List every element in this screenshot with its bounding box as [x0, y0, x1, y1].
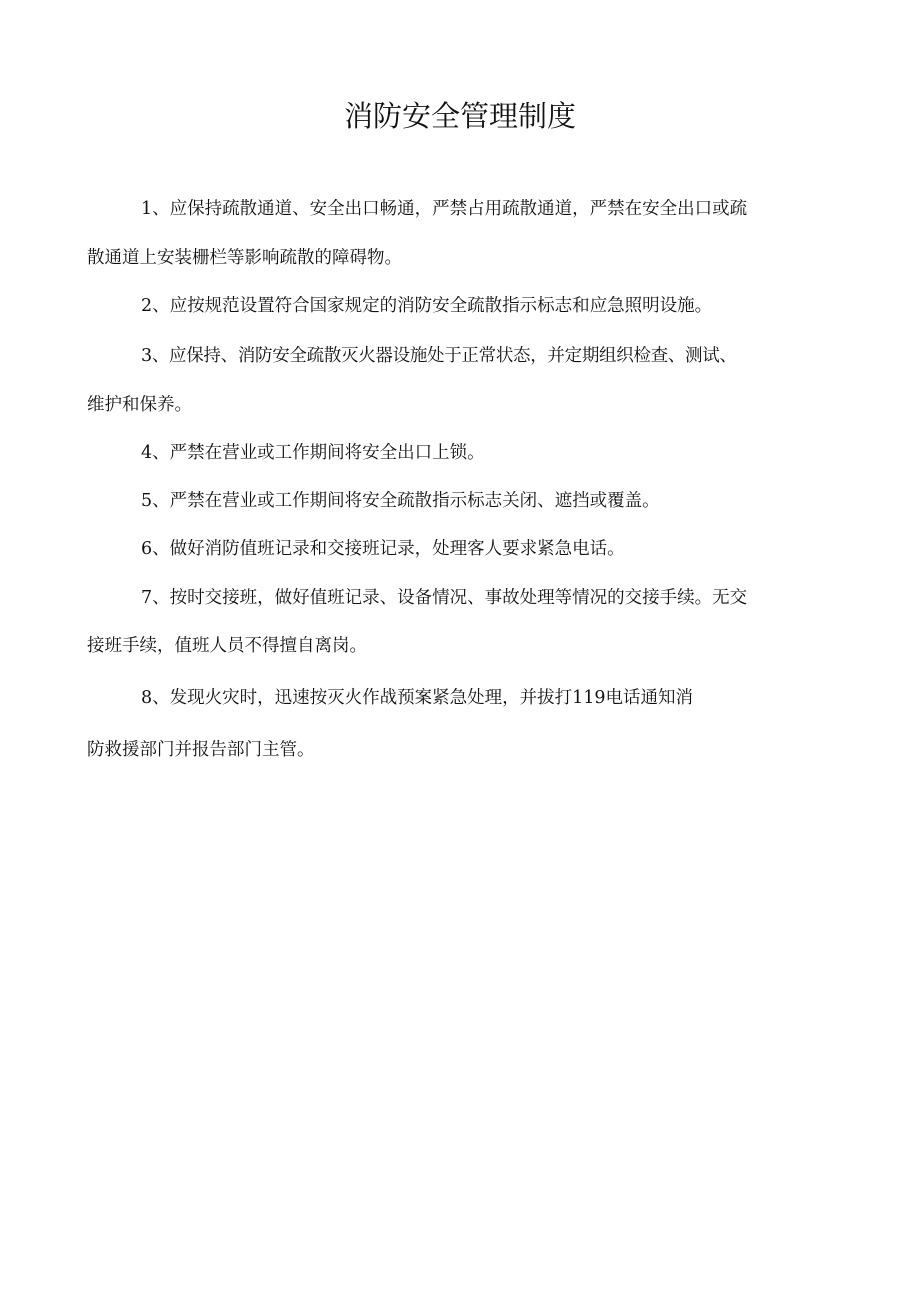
rule-7-line-1: 7、按时交接班，做好值班记录、设备情况、事故处理等情况的交接手续。无交 — [141, 588, 748, 608]
rule-7-line-2: 接班手续，值班人员不得擅自离岗。 — [87, 636, 367, 656]
rule-8-line-1: 8、发现火灾时，迅速按灭火作战预案紧急处理，并拔打119电话通知消 — [141, 688, 694, 708]
rule-1-line-1: 1、应保持疏散通道、安全出口畅通，严禁占用疏散通道，严禁在安全出口或疏 — [141, 199, 748, 219]
rule-6-line-1: 6、做好消防值班记录和交接班记录，处理客人要求紧急电话。 — [141, 539, 625, 559]
rule-3-line-1: 3、应保持、消防安全疏散灭火器设施处于正常状态，并定期组织检查、测试、 — [141, 346, 737, 366]
rule-1-line-2: 散通道上安装栅栏等影响疏散的障碍物。 — [87, 248, 402, 268]
rule-8-line-2: 防救援部门并报告部门主管。 — [87, 740, 315, 760]
rule-5-line-1: 5、严禁在营业或工作期间将安全疏散指示标志关闭、遮挡或覆盖。 — [141, 491, 660, 511]
rule-4-line-1: 4、严禁在营业或工作期间将安全出口上锁。 — [141, 443, 485, 463]
rule-3-line-2: 维护和保养。 — [87, 395, 192, 415]
page-title: 消防安全管理制度 — [343, 99, 576, 133]
rule-2-line-1: 2、应按规范设置符合国家规定的消防安全疏散指示标志和应急照明设施。 — [141, 296, 713, 316]
